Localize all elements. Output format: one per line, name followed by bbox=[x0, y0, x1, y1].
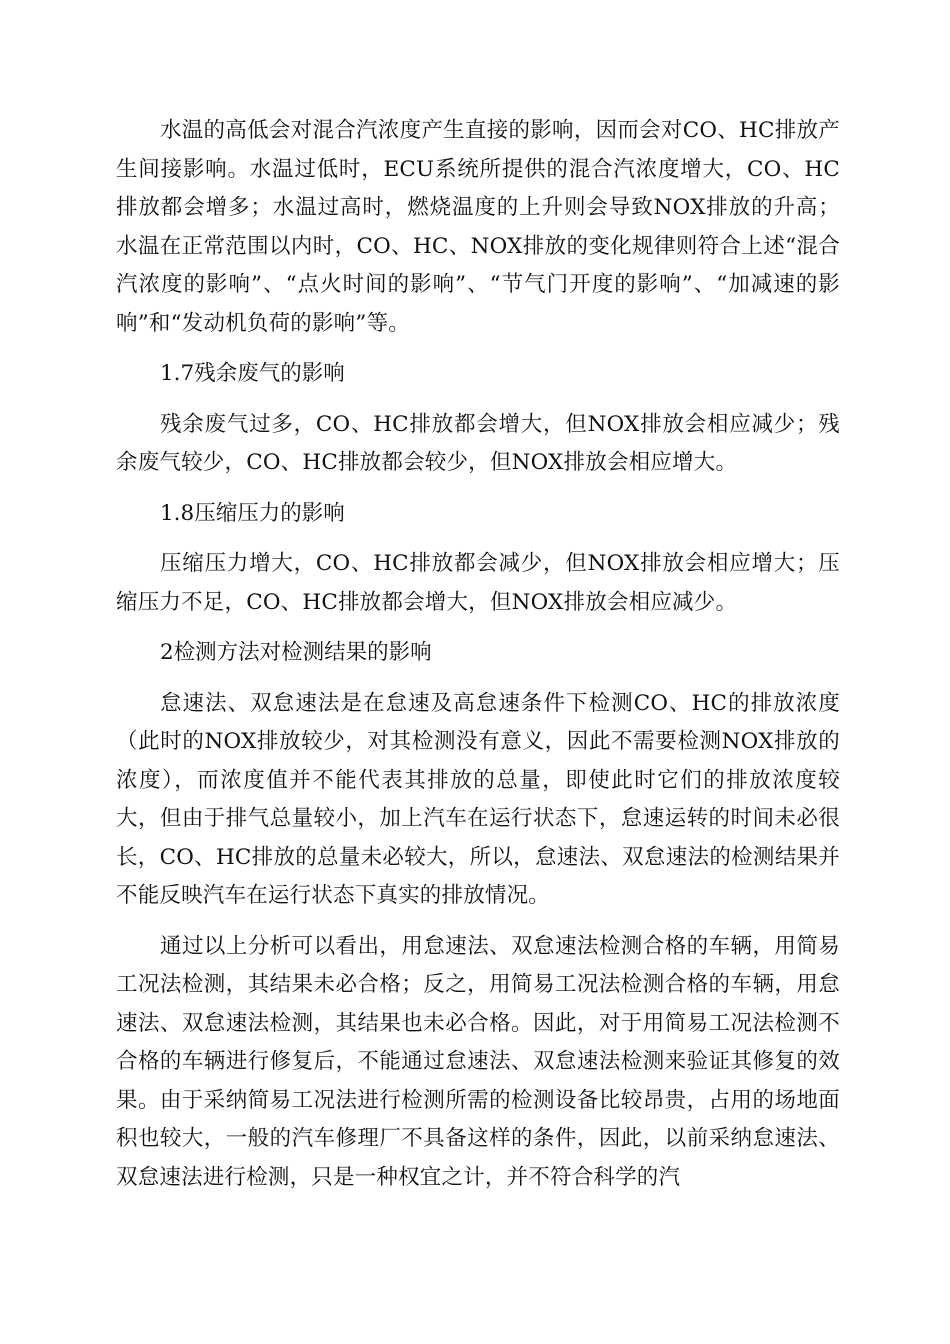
section-heading-2: 2检测方法对检测结果的影响 bbox=[160, 640, 432, 665]
paragraph-analysis-conclusion: 通过以上分析可以看出，用怠速法、双怠速法检测合格的车辆，用简易工况法检测，其结果未必合格；反之，用简易工况法检测合格的车辆，用怠速法、双怠速法检测，其结果也未必合格。因此，对于用简易工况法检测不合格的车辆进行修复后，不能通过怠速法、双怠速法检测来验证其修复的效果。由于采纳简易工况法进行检测所需的检测设备比较昂贵，占用的场地面积也较大，一般的汽车修理厂不具备这样的条件，因此，以前采纳怠速法、双怠速法进行检测，只是一种权宜之计，并不符合科学的汽 bbox=[116, 933, 840, 1190]
section-heading-1-8: 1.8压缩压力的影响 bbox=[160, 500, 345, 526]
document-page bbox=[116, 112, 840, 1197]
paragraph-residual-exhaust: 残余废气过多，CO、HC排放都会增大，但NOX排放会相应减少；残余废气较少，CO、HC排放都会较少，但NOX排放会相应增大。 bbox=[116, 411, 840, 475]
paragraph-idle-method: 怠速法、双怠速法是在怠速及高怠速条件下检测CO、HC的排放浓度（此时的NOX排放较少，对其检测没有意义，因此不需要检测NOX排放的浓度），而浓度值并不能代表其排放的总量，即使此时它们的排放浓度较大，但由于排气总量较小，加上汽车在运行状态下，怠速运转的时间未必很长，CO、HC排放的总量未必较大，所以，怠速法、双怠速法的检测结果并不能反映汽车在运行状态下真实的排放情况。 bbox=[116, 690, 840, 908]
paragraph-compression-pressure: 压缩压力增大，CO、HC排放都会减少，但NOX排放会相应增大；压缩压力不足，CO、HC排放都会增大，但NOX排放会相应减少。 bbox=[116, 551, 840, 615]
section-heading-1-7: 1.7残余废气的影响 bbox=[160, 361, 345, 386]
paragraph-water-temperature: 水温的高低会对混合汽浓度产生直接的影响，因而会对CO、HC排放产生间接影响。水温过低时，ECU系统所提供的混合汽浓度增大，CO、HC排放都会增多；水温过高时，燃烧温度的上升则会导致NOX排放的升高；水温在正常范围以内时，CO、HC、NOX排放的变化规律则符合上述“混合汽浓度的影响”、“点火时间的影响”、“节气门开度的影响”、“加减速的影响”和“发动机负荷的影响”等。 bbox=[116, 118, 840, 336]
